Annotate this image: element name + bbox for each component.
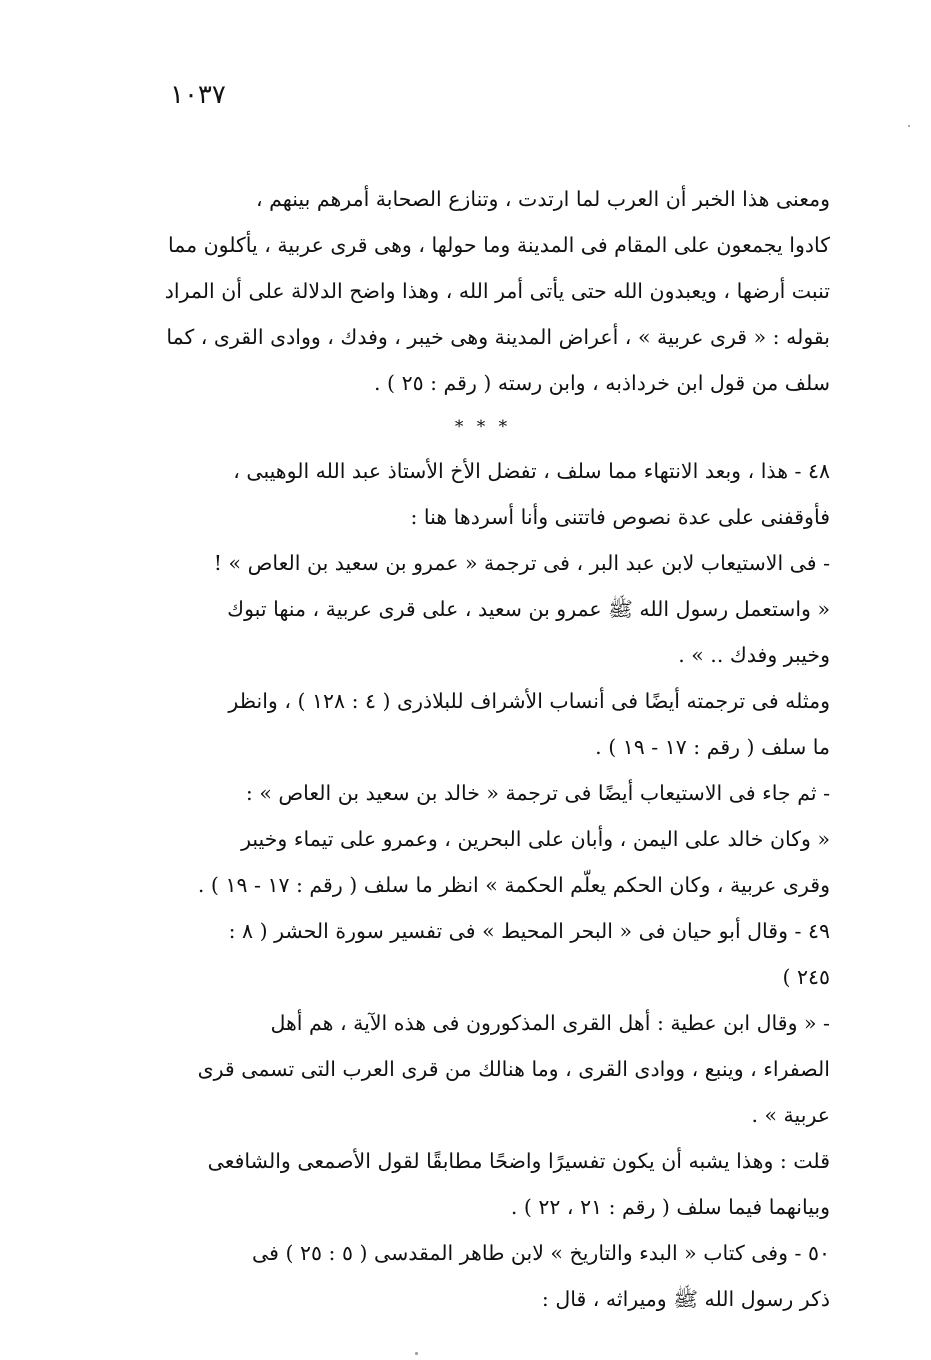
text-line: « وكان خالد على اليمن ، وأبان على البحرين ، وعمرو على تيماء وخيبر — [241, 827, 830, 851]
text-line: - « وقال ابن عطية : أهل القرى المذكورون فى هذه الآية ، هم أهل — [270, 1011, 830, 1035]
text-line: « واستعمل رسول الله ﷺ عمرو بن سعيد ، على قرى عربية ، منها تبوك — [227, 597, 830, 621]
text-line: ذكر رسول الله ﷺ وميراثه ، قال : — [541, 1287, 830, 1311]
text-line: - ثم جاء فى الاستيعاب أيضًا فى ترجمة « خالد بن سعيد بن العاص » : — [245, 781, 830, 805]
text-line: عربية » . — [751, 1103, 830, 1127]
text-line: الصفراء ، وينبع ، ووادى القرى ، وما هنالك من قرى العرب التى تسمى قرى — [197, 1057, 830, 1081]
text-line: ٤٨ - هذا ، وبعد الانتهاء مما سلف ، تفضل الأخ الأستاذ عبد الله الوهيبى ، — [233, 459, 830, 483]
text-line: ٥٠ - وفى كتاب « البدء والتاريخ » لابن طاهر المقدسى ( ٥ : ٢٥ ) فى — [252, 1241, 830, 1265]
text-line: ٤٩ - وقال أبو حيان فى « البحر المحيط » فى تفسير سورة الحشر ( ٨ : — [228, 919, 830, 943]
text-line: قلت : وهذا يشبه أن يكون تفسيرًا واضحًا مطابقًا لقول الأصمعى والشافعى — [207, 1149, 830, 1173]
text-line: فأوقفنى على عدة نصوص فاتتنى وأنا أسردها هنا : — [410, 505, 830, 529]
text-line: - فى الاستيعاب لابن عبد البر ، فى ترجمة « عمرو بن سعيد بن العاص » ! — [213, 551, 830, 575]
section-separator: * * * — [454, 417, 512, 437]
text-line: وبيانهما فيما سلف ( رقم : ٢١ ، ٢٢ ) . — [510, 1195, 830, 1219]
text-line: ما سلف ( رقم : ١٧ - ١٩ ) . — [595, 735, 830, 759]
page-number: ١٠٣٧ — [170, 80, 226, 110]
body-text — [136, 176, 830, 1322]
text-line: تنبت أرضها ، ويعبدون الله حتى يأتى أمر الله ، وهذا واضح الدلالة على أن المراد — [164, 279, 830, 303]
text-line: ومعنى هذا الخبر أن العرب لما ارتدت ، وتنازع الصحابة أمرهم بينهم ، — [256, 187, 830, 211]
text-line: كادوا يجمعون على المقام فى المدينة وما حولها ، وهى قرى عربية ، يأكلون مما — [168, 233, 830, 257]
scan-speck — [908, 125, 910, 127]
text-line: بقوله : « قرى عربية » ، أعراض المدينة وهى خيبر ، وفدك ، ووادى القرى ، كما — [166, 325, 830, 349]
text-line: ٢٤٥ ) — [782, 965, 830, 989]
text-line: وقرى عربية ، وكان الحكم يعلّم الحكمة » انظر ما سلف ( رقم : ١٧ - ١٩ ) . — [197, 873, 830, 897]
text-line: وخيبر وفدك .. » . — [678, 643, 830, 667]
scan-speck — [415, 1352, 418, 1355]
text-line: سلف من قول ابن خرداذبه ، وابن رسته ( رقم : ٢٥ ) . — [374, 371, 830, 395]
text-line: ومثله فى ترجمته أيضًا فى أنساب الأشراف للبلاذرى ( ٤ : ١٢٨ ) ، وانظر — [228, 689, 830, 713]
